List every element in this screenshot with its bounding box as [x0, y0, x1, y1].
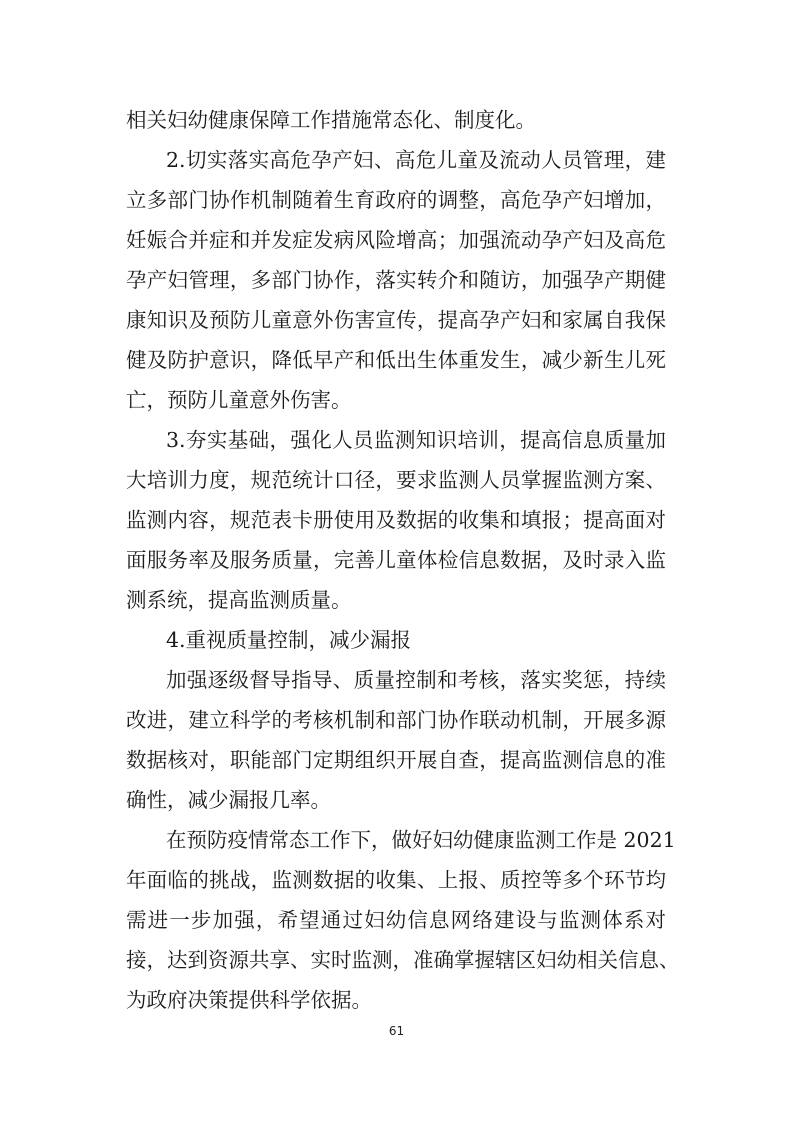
text-line: 大培训力度，规范统计口径，要求监测人员掌握监测方案、	[126, 468, 666, 492]
text-line: 孕产妇管理，多部门协作，落实转介和随访，加强孕产期健	[126, 268, 666, 292]
text-line: 为政府决策提供科学依据。	[126, 988, 372, 1012]
text-line: 数据核对，职能部门定期组织开展自查，提高监测信息的准	[126, 748, 666, 772]
text-line: 需进一步加强，希望通过妇幼信息网络建设与监测体系对	[126, 908, 666, 932]
text-line: 监测内容，规范表卡册使用及数据的收集和填报；提高面对	[126, 508, 666, 532]
section-heading: 4.重视质量控制，减少漏报	[166, 628, 412, 652]
text-line: 确性，减少漏报几率。	[126, 788, 331, 812]
text-line: 面服务率及服务质量，完善儿童体检信息数据，及时录入监	[126, 548, 666, 572]
text-line: 健及防护意识，降低早产和低出生体重发生，减少新生儿死	[126, 348, 666, 372]
text-line: 妊娠合并症和并发症发病风险增高；加强流动孕产妇及高危	[126, 228, 666, 252]
text-line: 相关妇幼健康保障工作措施常态化、制度化。	[126, 108, 536, 132]
text-line: 测系统，提高监测质量。	[126, 588, 352, 612]
text-line: 在预防疫情常态工作下，做好妇幼健康监测工作是 2021	[166, 828, 676, 852]
text-line: 2.切实落实高危孕产妇、高危儿童及流动人员管理，建	[166, 148, 666, 172]
text-line: 加强逐级督导指导、质量控制和考核，落实奖惩，持续	[166, 668, 666, 692]
text-line: 亡，预防儿童意外伤害。	[126, 388, 352, 412]
text-line: 3.夯实基础，强化人员监测知识培训，提高信息质量加	[166, 428, 666, 452]
text-line: 接，达到资源共享、实时监测，准确掌握辖区妇幼相关信息、	[126, 948, 680, 972]
page-number: 61	[388, 1024, 405, 1038]
text-line: 康知识及预防儿童意外伤害宣传，提高孕产妇和家属自我保	[126, 308, 666, 332]
text-line: 立多部门协作机制随着生育政府的调整，高危孕产妇增加，	[126, 188, 666, 212]
text-line: 年面临的挑战，监测数据的收集、上报、质控等多个环节均	[126, 868, 666, 892]
text-line: 改进，建立科学的考核机制和部门协作联动机制，开展多源	[126, 708, 666, 732]
